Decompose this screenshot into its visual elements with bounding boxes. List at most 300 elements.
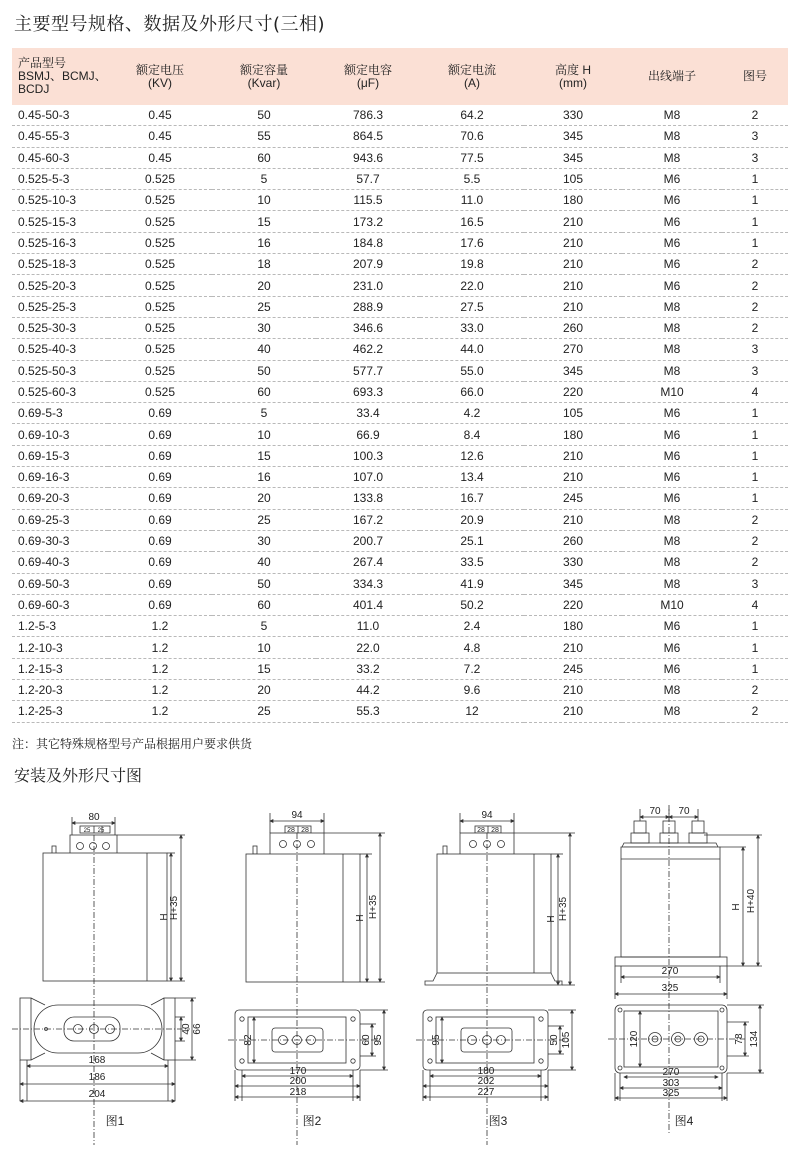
cell-height: 245: [524, 658, 622, 679]
cell-figure-no: 1: [722, 616, 788, 637]
fig4-height: H: [731, 903, 742, 911]
cell-figure-no: 1: [722, 467, 788, 488]
cell-figure-no: 1: [722, 637, 788, 658]
cell-capacitance: 864.5: [316, 126, 420, 147]
header-terminal: 出线端子: [622, 48, 722, 105]
table-row: [12, 296, 788, 317]
fig3-depth: 105: [561, 1031, 572, 1049]
cell-current: 8.4: [420, 424, 524, 445]
cell-model: 0.525-25-3: [12, 296, 108, 317]
fig1-pitch-b: 25: [97, 828, 105, 834]
table-row: [12, 424, 788, 445]
cell-height: 105: [524, 403, 622, 424]
cell-height: 180: [524, 616, 622, 637]
cell-height: 330: [524, 105, 622, 126]
cell-capacity: 25: [212, 296, 316, 317]
cell-voltage: 0.69: [108, 403, 212, 424]
cell-terminal: M8: [622, 680, 722, 701]
cell-terminal: M6: [622, 445, 722, 466]
cell-terminal: M8: [622, 339, 722, 360]
cell-model: 0.525-40-3: [12, 339, 108, 360]
cell-terminal: M6: [622, 467, 722, 488]
fig2-w3: 218: [289, 1087, 307, 1098]
fig3-caption: 图3: [488, 1114, 508, 1128]
cell-figure-no: 3: [722, 339, 788, 360]
fig1-caption: 图1: [105, 1114, 125, 1128]
cell-terminal: M6: [622, 488, 722, 509]
figure-3-drawing: [416, 813, 576, 1145]
cell-current: 44.0: [420, 339, 524, 360]
cell-current: 77.5: [420, 147, 524, 168]
cell-height: 105: [524, 168, 622, 189]
cell-height: 210: [524, 232, 622, 253]
fig4-pitch-b: 70: [678, 806, 690, 817]
cell-model: 0.69-10-3: [12, 424, 108, 445]
cell-terminal: M8: [622, 701, 722, 722]
cell-capacity: 30: [212, 530, 316, 551]
fig4-base-w1: 270: [661, 966, 679, 977]
table-row: [12, 168, 788, 189]
cell-height: 180: [524, 424, 622, 445]
cell-terminal: M10: [622, 594, 722, 615]
cell-voltage: 0.525: [108, 317, 212, 338]
cell-current: 66.0: [420, 381, 524, 402]
cell-figure-no: 3: [722, 147, 788, 168]
fig2-w2: 200: [289, 1076, 307, 1087]
cell-capacity: 15: [212, 445, 316, 466]
cell-model: 1.2-10-3: [12, 637, 108, 658]
fig1-total-height: H+35: [169, 895, 180, 921]
cell-terminal: M6: [622, 168, 722, 189]
footnote: 注：其它特殊规格型号产品根据用户要求供货: [12, 737, 253, 751]
cell-model: 0.69-15-3: [12, 445, 108, 466]
cell-terminal: M8: [622, 126, 722, 147]
cell-capacity: 15: [212, 211, 316, 232]
cell-capacitance: 462.2: [316, 339, 420, 360]
cell-voltage: 0.525: [108, 296, 212, 317]
cell-capacitance: 267.4: [316, 552, 420, 573]
cell-height: 210: [524, 637, 622, 658]
cell-capacitance: 173.2: [316, 211, 420, 232]
cell-model: 0.69-30-3: [12, 530, 108, 551]
cell-capacitance: 100.3: [316, 445, 420, 466]
cell-model: 0.525-60-3: [12, 381, 108, 402]
cell-terminal: M6: [622, 616, 722, 637]
cell-voltage: 0.525: [108, 232, 212, 253]
outline-drawings: [0, 795, 800, 1145]
cell-voltage: 0.69: [108, 509, 212, 530]
cell-voltage: 0.69: [108, 552, 212, 573]
cell-capacitance: 33.2: [316, 658, 420, 679]
cell-model: 1.2-15-3: [12, 658, 108, 679]
table-row: [12, 360, 788, 381]
cell-current: 33.0: [420, 317, 524, 338]
cell-capacity: 40: [212, 339, 316, 360]
fig2-height: H: [355, 914, 366, 922]
cell-model: 0.525-30-3: [12, 317, 108, 338]
cell-height: 345: [524, 360, 622, 381]
cell-height: 245: [524, 488, 622, 509]
cell-terminal: M8: [622, 317, 722, 338]
cell-capacity: 60: [212, 381, 316, 402]
cell-capacitance: 334.3: [316, 573, 420, 594]
cell-current: 5.5: [420, 168, 524, 189]
cell-current: 64.2: [420, 105, 524, 126]
cell-terminal: M8: [622, 296, 722, 317]
cell-voltage: 0.69: [108, 573, 212, 594]
cell-capacitance: 133.8: [316, 488, 420, 509]
fig3-left-dim: 95: [431, 1034, 442, 1046]
fig3-pitch-a: 28: [477, 827, 485, 834]
cell-capacity: 5: [212, 403, 316, 424]
fig2-depth: 95: [373, 1034, 384, 1046]
cell-terminal: M6: [622, 275, 722, 296]
cell-capacity: 40: [212, 552, 316, 573]
table-row: [12, 509, 788, 530]
cell-capacitance: 57.7: [316, 168, 420, 189]
cell-height: 210: [524, 296, 622, 317]
cell-capacity: 16: [212, 232, 316, 253]
figure-4-drawing: [608, 805, 764, 1135]
fig2-caption: 图2: [302, 1114, 322, 1128]
table-row: [12, 594, 788, 615]
cell-model: 0.69-40-3: [12, 552, 108, 573]
cell-capacity: 5: [212, 616, 316, 637]
cell-model: 0.525-15-3: [12, 211, 108, 232]
fig3-slot-width: 50: [549, 1034, 560, 1046]
cell-terminal: M10: [622, 381, 722, 402]
fig2-slot-width: 60: [361, 1034, 372, 1046]
table-row: [12, 637, 788, 658]
cell-capacitance: 22.0: [316, 637, 420, 658]
cell-terminal: M6: [622, 232, 722, 253]
cell-capacity: 60: [212, 594, 316, 615]
cell-capacitance: 943.6: [316, 147, 420, 168]
cell-current: 12.6: [420, 445, 524, 466]
cell-current: 11.0: [420, 190, 524, 211]
cell-voltage: 0.525: [108, 275, 212, 296]
table-row: [12, 616, 788, 637]
cell-current: 50.2: [420, 594, 524, 615]
fig4-pitch-a: 70: [649, 806, 661, 817]
cell-capacity: 10: [212, 424, 316, 445]
cell-capacitance: 207.9: [316, 254, 420, 275]
cell-capacity: 30: [212, 317, 316, 338]
cell-height: 330: [524, 552, 622, 573]
cell-capacitance: 115.5: [316, 190, 420, 211]
cell-figure-no: 2: [722, 509, 788, 530]
cell-model: 0.525-20-3: [12, 275, 108, 296]
cell-voltage: 0.525: [108, 254, 212, 275]
cell-height: 345: [524, 573, 622, 594]
fig1-w3: 204: [88, 1089, 106, 1100]
cell-figure-no: 2: [722, 275, 788, 296]
header-current: 额定电流 (A): [420, 48, 524, 105]
spec-table: [12, 48, 788, 723]
cell-model: 0.69-16-3: [12, 467, 108, 488]
cell-voltage: 0.69: [108, 530, 212, 551]
cell-terminal: M6: [622, 403, 722, 424]
cell-terminal: M8: [622, 105, 722, 126]
header-height: 高度 H (mm): [524, 48, 622, 105]
cell-current: 16.7: [420, 488, 524, 509]
cell-current: 12: [420, 701, 524, 722]
cell-figure-no: 3: [722, 573, 788, 594]
header-figure-no: 图号: [722, 48, 788, 105]
cell-capacity: 55: [212, 126, 316, 147]
cell-current: 27.5: [420, 296, 524, 317]
cell-model: 0.525-18-3: [12, 254, 108, 275]
fig1-depth: 66: [192, 1023, 203, 1035]
cell-capacity: 25: [212, 701, 316, 722]
cell-height: 210: [524, 509, 622, 530]
cell-voltage: 0.45: [108, 147, 212, 168]
table-row: [12, 147, 788, 168]
header-voltage: 额定电压 (KV): [108, 48, 212, 105]
cell-capacity: 20: [212, 275, 316, 296]
cell-figure-no: 3: [722, 360, 788, 381]
cell-current: 17.6: [420, 232, 524, 253]
fig4-depth: 134: [749, 1030, 760, 1048]
cell-figure-no: 1: [722, 658, 788, 679]
cell-figure-no: 2: [722, 552, 788, 573]
cell-capacitance: 693.3: [316, 381, 420, 402]
table-row: [12, 254, 788, 275]
table-row: [12, 701, 788, 722]
cell-capacitance: 11.0: [316, 616, 420, 637]
cell-figure-no: 4: [722, 594, 788, 615]
fig2-w1: 170: [289, 1066, 307, 1077]
cell-height: 210: [524, 467, 622, 488]
cell-voltage: 0.525: [108, 190, 212, 211]
cell-figure-no: 2: [722, 105, 788, 126]
cell-terminal: M8: [622, 147, 722, 168]
cell-capacitance: 200.7: [316, 530, 420, 551]
fig2-top-width: 94: [291, 810, 303, 821]
table-row: [12, 381, 788, 402]
cell-model: 0.69-25-3: [12, 509, 108, 530]
cell-capacity: 18: [212, 254, 316, 275]
cell-current: 55.0: [420, 360, 524, 381]
fig2-pitch-a: 28: [287, 827, 295, 834]
cell-model: 0.69-20-3: [12, 488, 108, 509]
cell-capacitance: 346.6: [316, 317, 420, 338]
cell-capacity: 50: [212, 573, 316, 594]
fig3-height: H: [546, 915, 557, 923]
table-row: [12, 190, 788, 211]
cell-voltage: 1.2: [108, 680, 212, 701]
cell-figure-no: 2: [722, 701, 788, 722]
cell-voltage: 0.525: [108, 211, 212, 232]
cell-model: 0.45-50-3: [12, 105, 108, 126]
table-row: [12, 680, 788, 701]
cell-current: 20.9: [420, 509, 524, 530]
cell-current: 2.4: [420, 616, 524, 637]
cell-voltage: 0.69: [108, 467, 212, 488]
cell-voltage: 0.69: [108, 488, 212, 509]
table-row: [12, 339, 788, 360]
cell-height: 210: [524, 445, 622, 466]
cell-figure-no: 1: [722, 445, 788, 466]
spec-table-body: [12, 105, 788, 722]
table-row: [12, 552, 788, 573]
fig3-w1: 180: [477, 1066, 495, 1077]
cell-height: 220: [524, 594, 622, 615]
cell-model: 0.45-60-3: [12, 147, 108, 168]
cell-voltage: 1.2: [108, 701, 212, 722]
table-row: [12, 445, 788, 466]
cell-current: 13.4: [420, 467, 524, 488]
cell-capacity: 15: [212, 658, 316, 679]
cell-capacity: 10: [212, 637, 316, 658]
cell-figure-no: 3: [722, 126, 788, 147]
cell-capacitance: 577.7: [316, 360, 420, 381]
cell-capacitance: 288.9: [316, 296, 420, 317]
cell-terminal: M6: [622, 637, 722, 658]
cell-figure-no: 2: [722, 317, 788, 338]
cell-current: 19.8: [420, 254, 524, 275]
cell-figure-no: 2: [722, 530, 788, 551]
cell-figure-no: 1: [722, 211, 788, 232]
fig4-base-w2: 325: [661, 983, 679, 994]
cell-terminal: M6: [622, 658, 722, 679]
fig4-total-height: H+40: [746, 888, 757, 914]
cell-capacity: 20: [212, 680, 316, 701]
cell-voltage: 0.69: [108, 445, 212, 466]
cell-voltage: 0.69: [108, 424, 212, 445]
cell-voltage: 1.2: [108, 637, 212, 658]
fig2-pitch-b: 28: [301, 827, 309, 834]
cell-capacity: 60: [212, 147, 316, 168]
cell-height: 210: [524, 211, 622, 232]
cell-capacity: 5: [212, 168, 316, 189]
cell-voltage: 0.525: [108, 339, 212, 360]
table-header-row: [12, 48, 788, 105]
cell-figure-no: 2: [722, 254, 788, 275]
cell-current: 25.1: [420, 530, 524, 551]
header-model: 产品型号 BSMJ、BCMJ、 BCDJ: [12, 48, 108, 105]
table-row: [12, 488, 788, 509]
cell-height: 210: [524, 254, 622, 275]
cell-capacitance: 184.8: [316, 232, 420, 253]
cell-terminal: M6: [622, 211, 722, 232]
fig2-left-dim: 82: [243, 1034, 254, 1046]
cell-current: 33.5: [420, 552, 524, 573]
cell-figure-no: 1: [722, 488, 788, 509]
cell-figure-no: 1: [722, 403, 788, 424]
cell-height: 345: [524, 147, 622, 168]
cell-height: 220: [524, 381, 622, 402]
table-row: [12, 275, 788, 296]
fig3-pitch-b: 28: [491, 827, 499, 834]
cell-height: 210: [524, 680, 622, 701]
cell-capacitance: 55.3: [316, 701, 420, 722]
cell-model: 0.525-5-3: [12, 168, 108, 189]
header-capacitance: 额定电容 (μF): [316, 48, 420, 105]
fig3-w3: 227: [477, 1087, 495, 1098]
fig1-pitch-a: 25: [83, 828, 91, 834]
cell-capacitance: 167.2: [316, 509, 420, 530]
table-row: [12, 573, 788, 594]
cell-voltage: 1.2: [108, 658, 212, 679]
cell-height: 180: [524, 190, 622, 211]
fig4-caption: 图4: [674, 1114, 694, 1128]
cell-current: 4.8: [420, 637, 524, 658]
cell-capacitance: 66.9: [316, 424, 420, 445]
fig2-total-height: H+35: [368, 894, 379, 920]
cell-voltage: 0.525: [108, 381, 212, 402]
cell-current: 7.2: [420, 658, 524, 679]
table-row: [12, 658, 788, 679]
header-capacity: 额定容量 (Kvar): [212, 48, 316, 105]
table-row: [12, 232, 788, 253]
cell-current: 9.6: [420, 680, 524, 701]
cell-height: 345: [524, 126, 622, 147]
cell-capacity: 10: [212, 190, 316, 211]
cell-figure-no: 1: [722, 190, 788, 211]
fig3-w2: 202: [477, 1076, 495, 1087]
fig1-w2: 186: [88, 1072, 106, 1083]
cell-current: 22.0: [420, 275, 524, 296]
cell-capacity: 50: [212, 105, 316, 126]
cell-voltage: 0.69: [108, 594, 212, 615]
fig1-slot-width: 40: [181, 1023, 192, 1035]
cell-model: 0.45-55-3: [12, 126, 108, 147]
cell-capacity: 50: [212, 360, 316, 381]
cell-terminal: M6: [622, 424, 722, 445]
cell-height: 270: [524, 339, 622, 360]
cell-capacity: 16: [212, 467, 316, 488]
cell-model: 1.2-5-3: [12, 616, 108, 637]
fig1-top-width: 80: [88, 812, 100, 823]
fig3-top-width: 94: [481, 810, 493, 821]
cell-current: 4.2: [420, 403, 524, 424]
table-row: [12, 530, 788, 551]
cell-voltage: 0.525: [108, 360, 212, 381]
cell-capacitance: 786.3: [316, 105, 420, 126]
cell-height: 260: [524, 530, 622, 551]
cell-model: 1.2-25-3: [12, 701, 108, 722]
cell-model: 0.69-60-3: [12, 594, 108, 615]
table-row: [12, 105, 788, 126]
figure-2-drawing: [228, 813, 388, 1145]
cell-height: 260: [524, 317, 622, 338]
page-title: 主要型号规格、数据及外形尺寸(三相): [14, 14, 326, 35]
fig4-left-dim: 120: [629, 1030, 640, 1048]
cell-terminal: M8: [622, 573, 722, 594]
cell-capacitance: 231.0: [316, 275, 420, 296]
cell-capacitance: 33.4: [316, 403, 420, 424]
cell-figure-no: 1: [722, 424, 788, 445]
cell-terminal: M8: [622, 552, 722, 573]
cell-capacitance: 44.2: [316, 680, 420, 701]
cell-voltage: 0.45: [108, 126, 212, 147]
cell-current: 41.9: [420, 573, 524, 594]
cell-capacitance: 401.4: [316, 594, 420, 615]
fig1-height: H: [159, 913, 170, 921]
cell-current: 70.6: [420, 126, 524, 147]
cell-capacitance: 107.0: [316, 467, 420, 488]
cell-figure-no: 2: [722, 680, 788, 701]
cell-terminal: M8: [622, 530, 722, 551]
cell-capacity: 20: [212, 488, 316, 509]
cell-figure-no: 4: [722, 381, 788, 402]
cell-terminal: M8: [622, 360, 722, 381]
table-row: [12, 126, 788, 147]
cell-terminal: M6: [622, 254, 722, 275]
cell-figure-no: 1: [722, 232, 788, 253]
cell-terminal: M6: [622, 190, 722, 211]
